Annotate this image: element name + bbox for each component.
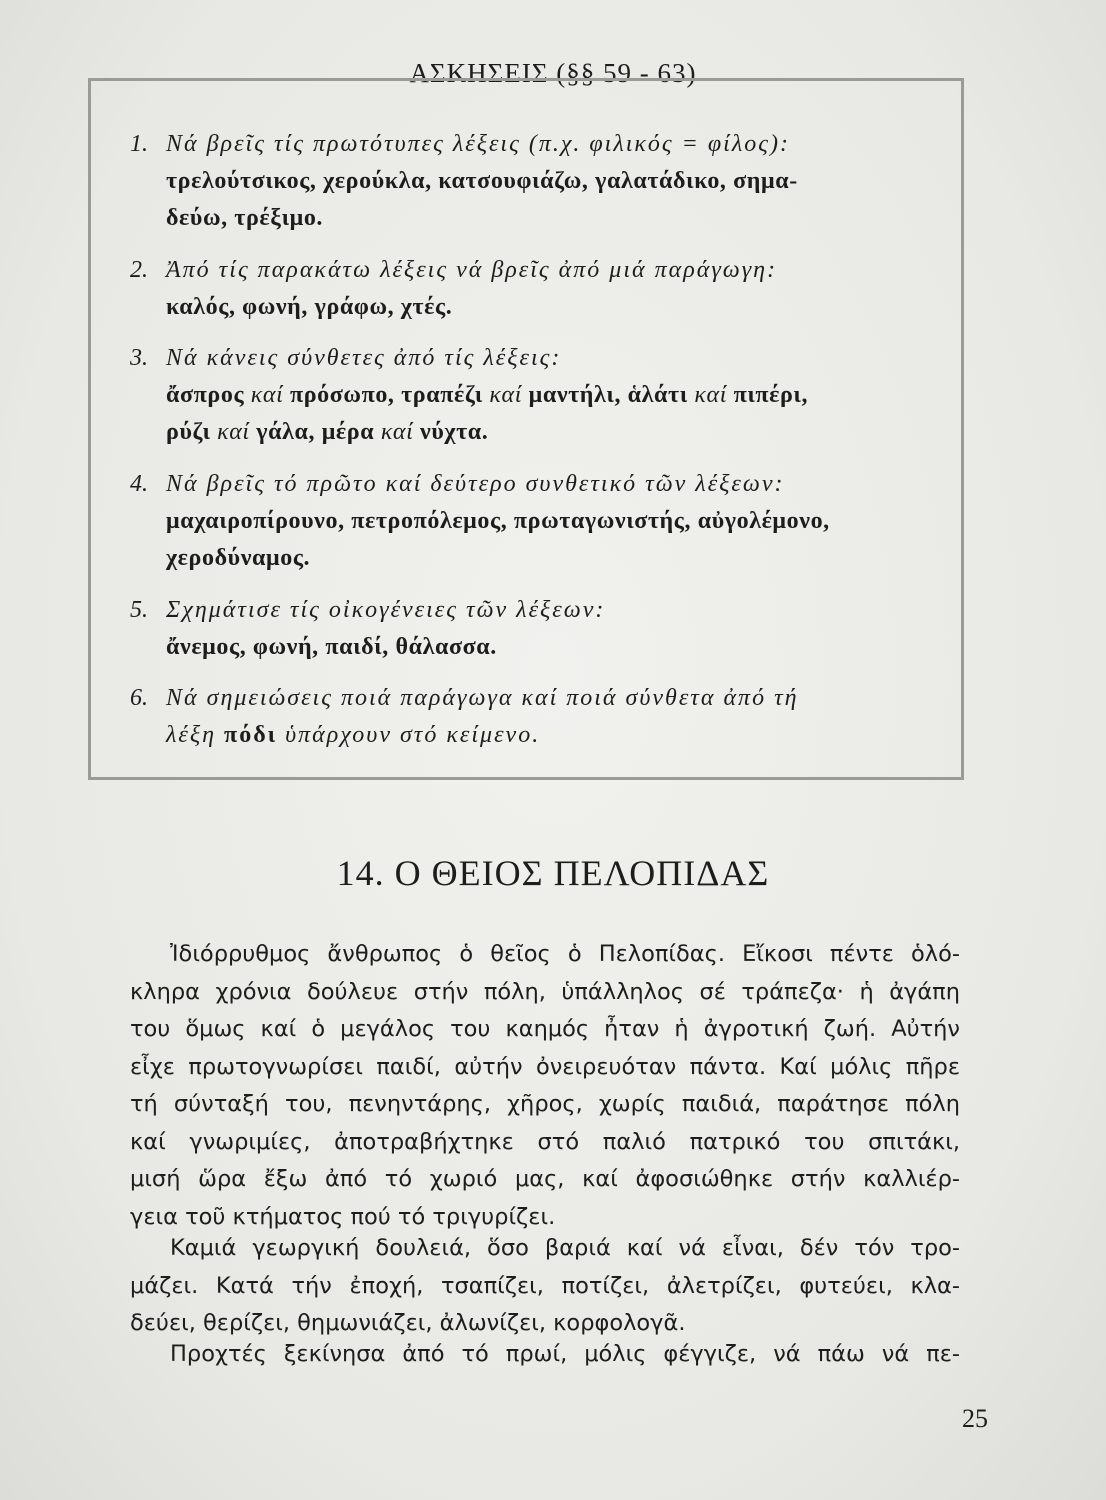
word: μαντήλι, ἁλάτι	[528, 382, 688, 408]
exercise-words	[130, 377, 950, 414]
text-line: Ἰδιόρρυθμος ἄνθρωπος ὁ θεῖος ὁ Πελοπίδας. Εἴκοσι πέντε ὁλό-	[170, 941, 960, 967]
exercise-words: δεύω, τρέξιμο.	[166, 205, 324, 231]
text-line: Καμιά γεωργική δουλειά, ὅσο βαριά καί νά εἶναι, δέν τόν τρο-	[170, 1235, 960, 1261]
paragraph-3	[130, 1336, 960, 1374]
exercise-words: καλός, φωνή, γράφω, χτές.	[166, 294, 453, 320]
conjunction: καί	[380, 419, 414, 445]
continuation-text: ὑπάρχουν στό κείμενο.	[285, 722, 541, 748]
exercise-words: χεροδύναμος.	[166, 545, 311, 571]
continuation-text: λέξη	[166, 722, 217, 748]
exercise-words: ἄνεμος, φωνή, παιδί, θάλασσα.	[166, 634, 497, 660]
exercise-instruction: Νά κάνεις σύνθετες ἀπό τίς λέξεις:	[166, 345, 562, 371]
exercise-instruction: Ἀπό τίς παρακάτω λέξεις νά βρεῖς ἀπό μιά παράγωγη:	[166, 257, 778, 283]
word: πιπέρι,	[733, 382, 809, 408]
exercise-3	[130, 340, 950, 451]
exercise-number: 2.	[130, 257, 148, 283]
exercise-continuation	[130, 717, 950, 754]
exercise-instruction: Νά βρεῖς τό πρῶτο καί δεύτερο συνθετικό τῶν λέξεων:	[166, 471, 785, 497]
exercise-number: 4.	[130, 471, 148, 497]
paragraph-2	[130, 1230, 960, 1343]
word: νύχτα.	[420, 419, 489, 445]
text-line: μισή ὥρα ἔξω ἀπό τό χωριό μας, καί ἀφοσιώθηκε στήν καλλιέρ-	[130, 1166, 960, 1192]
highlighted-word: πόδι	[224, 722, 278, 748]
word: ρύζι	[166, 419, 211, 445]
exercise-words	[130, 414, 950, 451]
exercise-words: μαχαιροπίρουνο, πετροπόλεμος, πρωταγωνιστής, αὐγολέμονο,	[166, 508, 830, 534]
word: γάλα, μέρα	[256, 419, 375, 445]
conjunction: καί	[489, 382, 523, 408]
text-line: Προχτές ξεκίνησα ἀπό τό πρωί, μόλις φέγγιζε, νά πάω νά πε-	[170, 1341, 960, 1367]
exercise-2	[130, 252, 950, 326]
exercise-number: 6.	[130, 685, 148, 711]
page-number: 25	[962, 1404, 988, 1433]
text-line: δεύει, θερίζει, θημωνιάζει, ἀλωνίζει, κορφολογᾶ.	[130, 1310, 686, 1336]
exercise-number: 3.	[130, 345, 148, 371]
text-line: γεια τοῦ κτήματος πού τό τριγυρίζει.	[130, 1203, 556, 1230]
exercise-instruction: Νά βρεῖς τίς πρωτότυπες λέξεις (π.χ. φιλικός = φίλος):	[166, 131, 790, 157]
paragraph-1	[130, 936, 960, 1236]
exercise-words: τρελούτσικος, χερούκλα, κατσουφιάζω, γαλατάδικο, σημα-	[166, 168, 798, 194]
text-line: εἶχε πρωτογνωρίσει παιδί, αὐτήν ὀνειρευόταν πάντα. Καί μόλις πῆρε	[130, 1053, 960, 1080]
text-line: κληρα χρόνια δούλευε στήν πόλη, ὑπάλληλος σέ τράπεζα· ἡ ἀγάπη	[130, 978, 960, 1005]
exercises-title: ΑΣΚΗΣΕΙΣ (§§ 59 - 63)	[409, 58, 697, 88]
exercise-instruction: Νά σημειώσεις ποιά παράγωγα καί ποιά σύνθετα ἀπό τή	[166, 685, 799, 711]
exercise-1	[130, 126, 950, 237]
text-line: του ὅμως καί ὁ μεγάλος του καημός ἦταν ἡ ἀγροτική ζωή. Αὐτήν	[130, 1016, 960, 1042]
conjunction: καί	[217, 419, 250, 445]
conjunction: καί	[694, 382, 727, 408]
chapter-title: 14. Ο ΘΕΙΟΣ ΠΕΛΟΠΙΔΑΣ	[336, 853, 770, 893]
exercise-number: 1.	[130, 131, 148, 157]
conjunction: καί	[250, 382, 284, 408]
text-line: τή σύνταξή του, πενηντάρης, χῆρος, χωρίς παιδιά, παράτησε πόλη	[130, 1091, 960, 1117]
word: πρόσωπο, τραπέζι	[289, 382, 483, 408]
exercise-instruction: Σχημάτισε τίς οἰκογένειες τῶν λέξεων:	[166, 597, 606, 623]
exercise-5	[130, 592, 950, 666]
exercise-number: 5.	[130, 597, 148, 623]
text-line: καί γνωριμίες, ἀποτραβήχτηκε στό παλιό πατρικό του σπιτάκι,	[130, 1128, 960, 1155]
exercise-4	[130, 466, 950, 577]
exercise-6	[130, 680, 950, 754]
word: ἄσπρος	[166, 382, 245, 408]
text-line: μάζει. Κατά τήν ἐποχή, τσαπίζει, ποτίζει, ἀλετρίζει, φυτεύει, κλα-	[130, 1272, 960, 1299]
